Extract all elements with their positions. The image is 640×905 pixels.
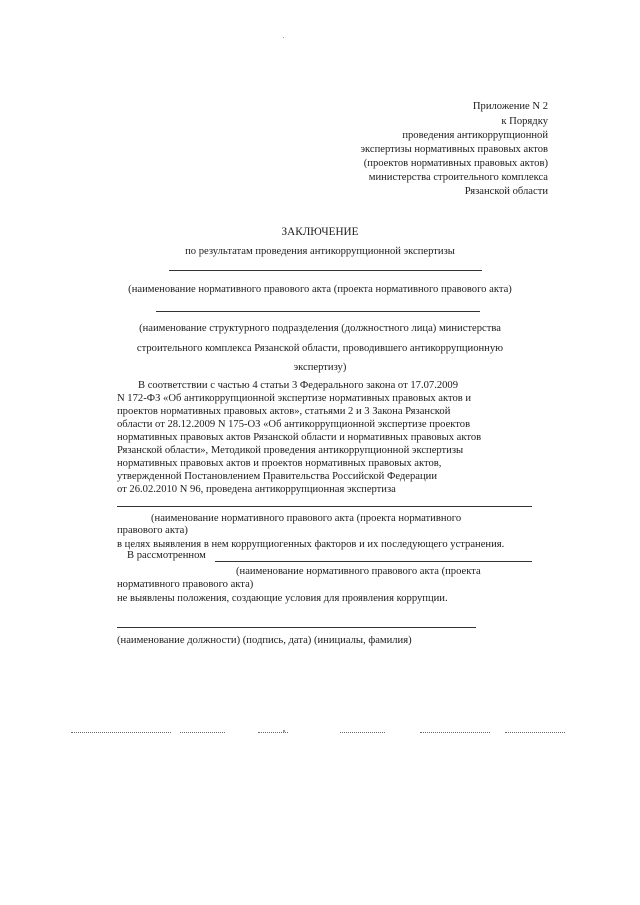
paragraph-line: N 172-ФЗ «Об антикоррупционной экспертизе нормативных правовых актов и: [117, 393, 472, 404]
scan-artifact: [71, 732, 171, 733]
act-caption-line: правового акта): [117, 525, 188, 536]
purpose-text: в целях выявления в нем коррупциогенных факторов и их последующего устранения.: [117, 539, 505, 550]
paragraph-line: В соответствии с частью 4 статьи 3 Федерального закона от 17.07.2009: [138, 380, 459, 391]
scan-artifact: [420, 732, 490, 733]
appendix-line: проведения антикоррупционной: [402, 130, 548, 141]
reviewed-caption-line: (наименование нормативного правового акта (проекта: [236, 566, 481, 577]
document-title: ЗАКЛЮЧЕНИЕ: [281, 226, 359, 238]
unit-caption-line: строительного комплекса Рязанской области, проводившего антикоррупционную: [136, 343, 504, 354]
scan-artifact: [180, 732, 225, 733]
signature-line: [117, 627, 476, 628]
signature-caption: (наименование должности) (подпись, дата) (инициалы, фамилия): [117, 635, 412, 646]
paragraph-line: проектов нормативных правовых актов», статьями 2 и 3 Закона Рязанской: [117, 406, 451, 417]
unit-caption-line: экспертизу): [293, 362, 347, 373]
appendix-line: к Порядку: [501, 116, 548, 127]
paragraph-line: от 26.02.2010 N 96, проведена антикоррупционная экспертиза: [117, 484, 396, 495]
appendix-line: Приложение N 2: [472, 101, 548, 112]
speck: [283, 37, 284, 38]
appendix-line: (проектов нормативных правовых актов): [363, 158, 548, 169]
scan-artifact: [505, 732, 565, 733]
act-name-caption: (наименование нормативного правового акта (проекта нормативного правового акта): [128, 284, 512, 295]
paragraph-line: нормативных правовых актов и проектов нормативных правовых актов,: [117, 458, 442, 469]
paragraph-line: утвержденной Постановлением Правительства Российской Федерации: [117, 471, 438, 482]
paragraph-line: нормативных правовых актов Рязанской области и нормативных правовых актов: [117, 432, 482, 443]
act-name-line: [169, 270, 482, 271]
act-caption-line: (наименование нормативного правового акта (проекта нормативного: [151, 513, 462, 524]
reviewed-caption-line: нормативного правового акта): [117, 579, 254, 590]
act-name-line-2: [117, 506, 532, 507]
paragraph-line: Рязанской области», Методикой проведения антикоррупционной экспертизы: [117, 445, 464, 456]
unit-name-line: [156, 311, 480, 312]
reviewed-act-line: [215, 561, 532, 562]
scan-artifact: [258, 732, 288, 733]
appendix-line: министерства строительного комплекса: [368, 172, 548, 183]
document-subtitle: по результатам проведения антикоррупционной экспертизы: [185, 246, 455, 257]
appendix-line: экспертизы нормативных правовых актов: [360, 144, 548, 155]
appendix-line: Рязанской области: [464, 186, 548, 197]
reviewed-lead: В рассмотренном: [127, 550, 206, 561]
paragraph-line: области от 28.12.2009 N 175-ОЗ «Об антикоррупционной экспертизе проектов: [117, 419, 471, 430]
result-text: не выявлены положения, создающие условия для проявления коррупции.: [117, 593, 448, 604]
unit-caption-line: (наименование структурного подразделения (должностного лица) министерства: [139, 323, 501, 334]
scan-artifact: [340, 732, 385, 733]
scan-artifact: [283, 730, 285, 732]
